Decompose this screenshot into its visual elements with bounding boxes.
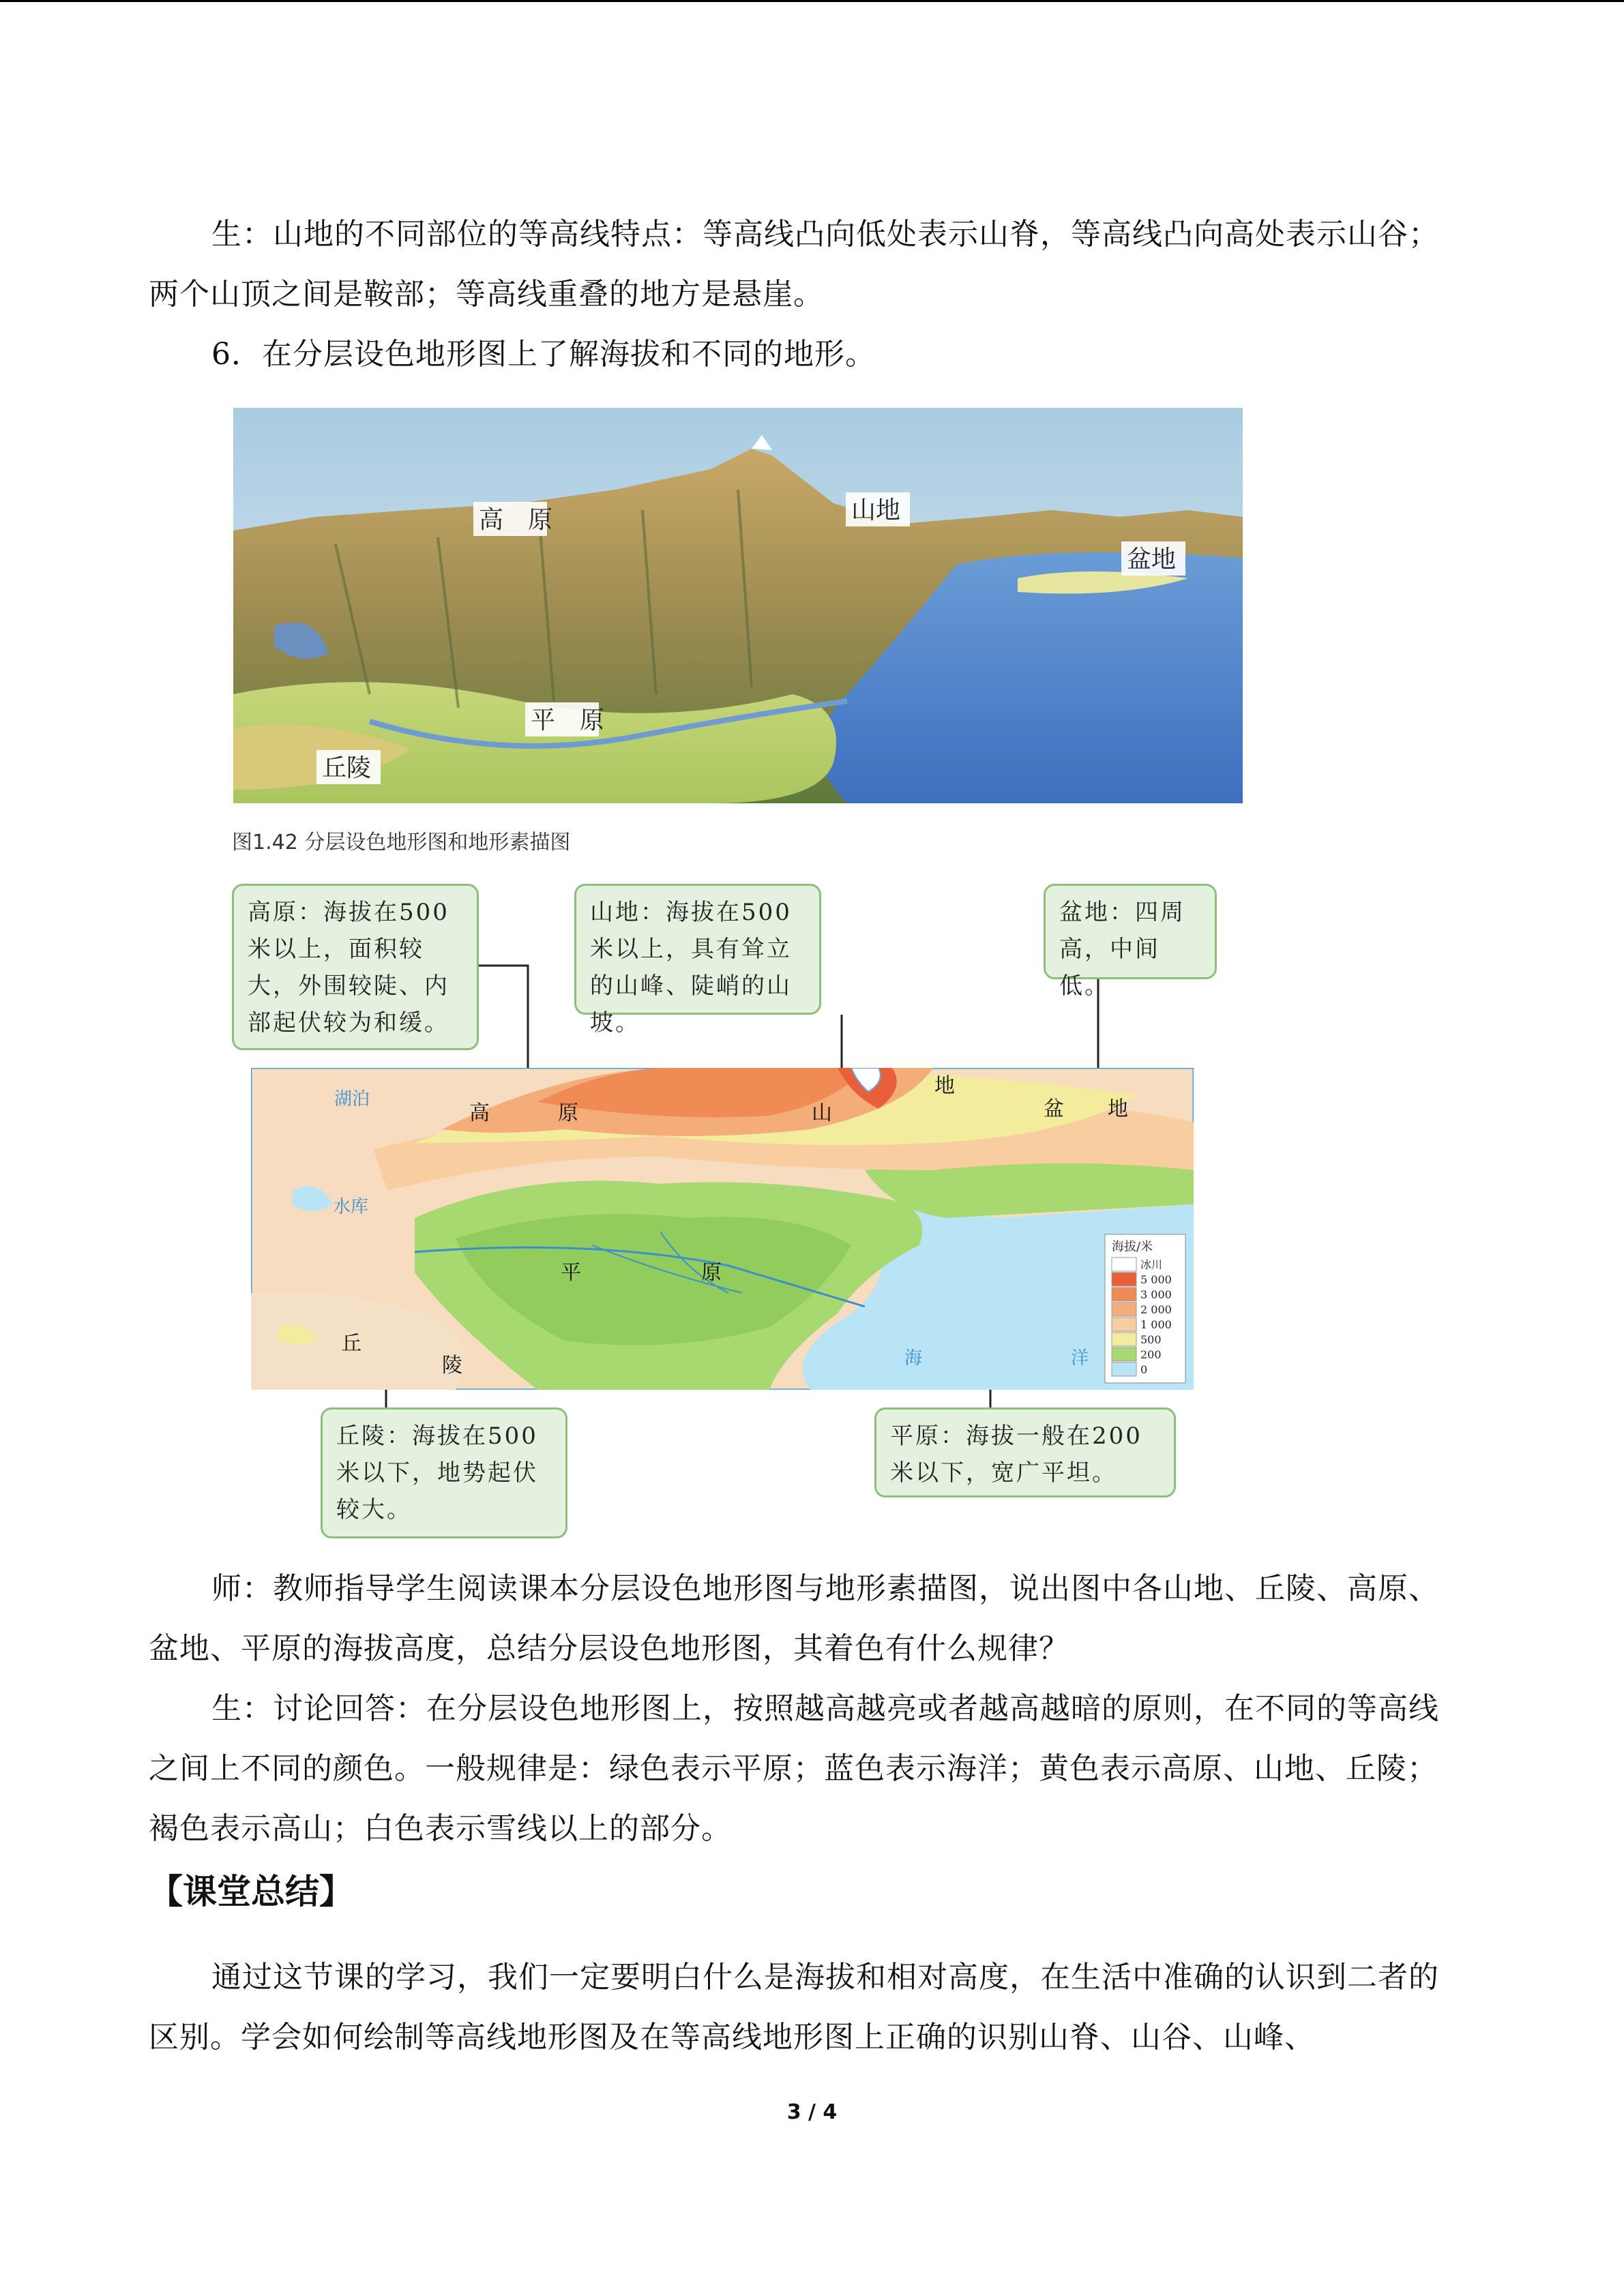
legend-label: 3 000: [1140, 1288, 1172, 1301]
map-label-basin-a: 盆: [1044, 1097, 1064, 1121]
legend-title: 海拔/米: [1112, 1240, 1153, 1254]
elevation-legend: [1105, 1234, 1185, 1383]
paragraph-summary: 通过这节课的学习，我们一定要明白什么是海拔和相对高度，在生活中准确的认识到二者的区别。学会如何绘制等高线地形图及在等高线地形图上正确的识别山脊、山谷、山峰、: [149, 1960, 1439, 2055]
map-label-hills-a: 丘: [341, 1332, 361, 1356]
sketch-label-plateau: 高 原: [479, 506, 553, 534]
map-label-mountain-b: 地: [934, 1074, 955, 1098]
map-label-ocean-a: 海: [904, 1348, 923, 1369]
paragraph-contour-features: 生：山地的不同部位的等高线特点：等高线凸向低处表示山脊，等高线凸向高处表示山谷；两个山顶之间是鞍部；等高线重叠的地方是悬崖。: [149, 217, 1439, 312]
page-number: 3 / 4: [786, 2100, 838, 2124]
sketch-label-basin: 盆地: [1127, 546, 1177, 573]
legend-label: 0: [1140, 1363, 1148, 1376]
paragraph-teacher-question: 师：教师指导学生阅读课本分层设色地形图与地形素描图，说出图中各山地、丘陵、高原、盆地、平原的海拔高度，总结分层设色地形图，其着色有什么规律？: [149, 1571, 1439, 1666]
paragraph-step-6: 6．在分层设色地形图上了解海拔和不同的地形。: [211, 337, 876, 372]
section-heading-summary: 【课堂总结】: [149, 1872, 353, 1911]
map-label-plain-b: 原: [701, 1261, 722, 1285]
callout-basin: 盆地：四周高，中间低。: [1044, 884, 1217, 979]
layered-tint-map: [251, 1068, 1194, 1390]
map-label-hills-b: 陵: [442, 1354, 462, 1377]
map-label-reservoir: 水库: [333, 1197, 369, 1217]
legend-label: 冰川: [1140, 1258, 1163, 1271]
legend-label: 200: [1140, 1348, 1162, 1361]
callout-hills: 丘陵：海拔在500米以下，地势起伏较大。: [321, 1407, 567, 1538]
legend-label: 2 000: [1140, 1303, 1172, 1316]
map-label-basin-b: 地: [1108, 1097, 1128, 1121]
callout-plateau: 高原：海拔在500米以上，面积较大，外围较陡、内部起伏较为和缓。: [232, 884, 479, 1050]
legend-swatch: [1112, 1347, 1136, 1361]
map-label-plateau-a: 高: [469, 1101, 490, 1125]
legend-swatch: [1112, 1302, 1136, 1316]
legend-label: 5 000: [1140, 1273, 1172, 1286]
legend-swatch: [1112, 1332, 1136, 1346]
figure-caption: 图1.42 分层设色地形图和地形素描图: [232, 831, 571, 854]
callout-mountain: 山地：海拔在500米以上，具有耸立的山峰、陡峭的山坡。: [574, 884, 821, 1015]
map-label-ocean-b: 洋: [1071, 1348, 1089, 1369]
map-label-plateau-b: 原: [558, 1101, 578, 1125]
map-label-plain-a: 平: [561, 1261, 581, 1285]
legend-swatch: [1112, 1272, 1136, 1286]
sketch-label-plain: 平 原: [531, 706, 605, 734]
legend-swatch: [1112, 1317, 1136, 1331]
legend-label: 500: [1140, 1333, 1162, 1346]
legend-swatch: [1112, 1257, 1136, 1271]
map-label-mountain-a: 山: [812, 1101, 832, 1125]
legend-swatch: [1112, 1287, 1136, 1301]
legend-swatch: [1112, 1362, 1136, 1376]
sketch-label-mountain: 山地: [851, 496, 901, 524]
legend-label: 1 000: [1140, 1318, 1172, 1331]
callout-plain: 平原：海拔一般在200米以下，宽广平坦。: [874, 1407, 1176, 1497]
map-label-lake: 湖泊: [334, 1089, 370, 1109]
sketch-label-hills: 丘陵: [322, 754, 372, 782]
paragraph-student-answer: 生：讨论回答：在分层设色地形图上，按照越高越亮或者越高越暗的原则，在不同的等高线之间上不同的颜色。一般规律是：绿色表示平原；蓝色表示海洋；黄色表示高原、山地、丘陵；褐色表示高山；白色表示雪线以上的部分。: [149, 1691, 1439, 1846]
